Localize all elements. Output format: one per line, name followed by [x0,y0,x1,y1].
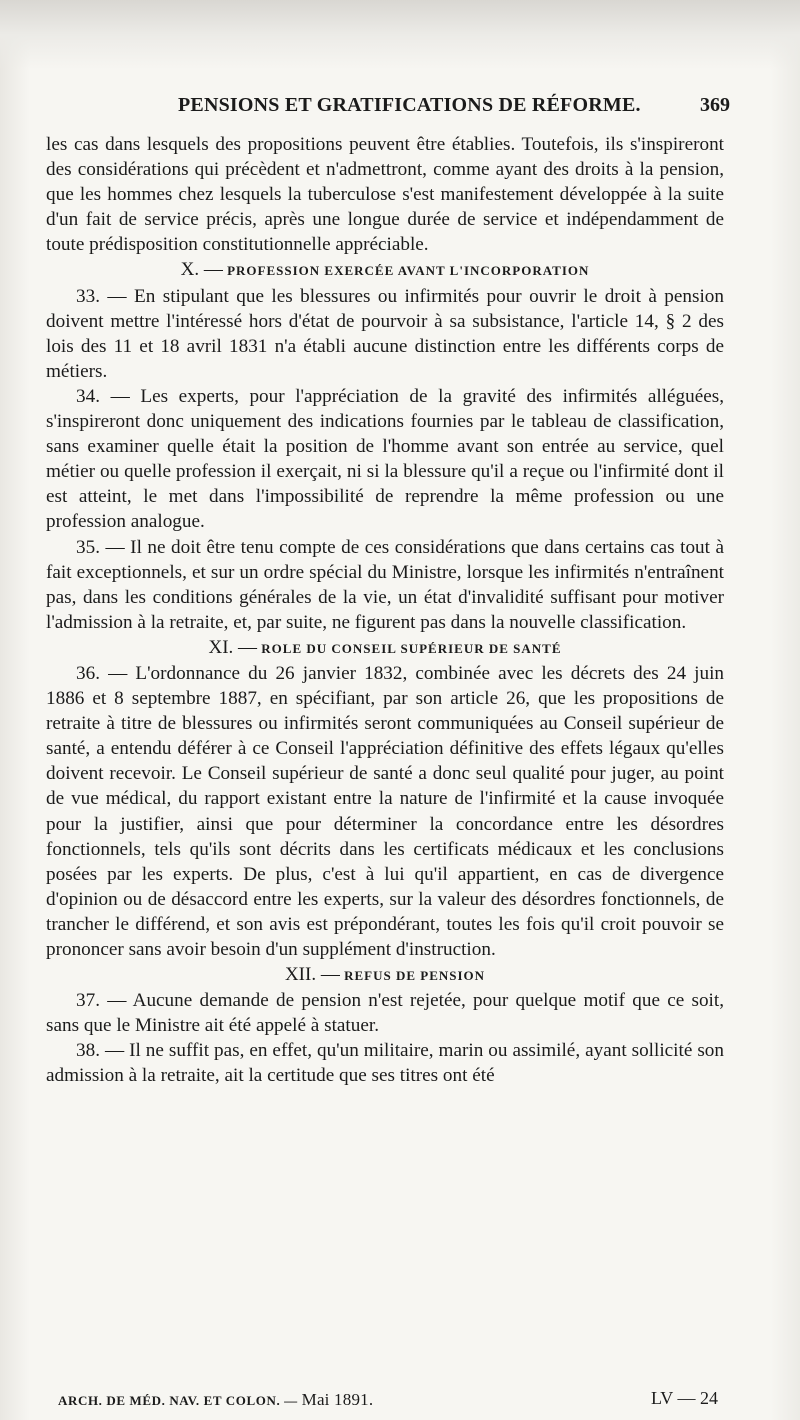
paragraph-33: 33. — En stipulant que les blessures ou infirmités pour ouvrir le droit à pension doivent mettre l'intéressé hors d'état de pourvoir à sa subsistance, l'article 14, § 2 des lois des 11 et 18 avril 1831 n'a établi aucune distinction entre les différents corps de métiers. [46,285,724,382]
section-number: XI. — [208,636,258,658]
page-number: 369 [700,94,730,116]
section-heading-x [46,257,724,283]
section-number: X. — [180,259,223,281]
section-title: ROLE DU CONSEIL SUPÉRIEUR DE SANTÉ [261,640,562,656]
paragraph-34: 34. — Les experts, pour l'appréciation de la gravité des infirmités alléguées, s'inspireront donc uniquement des indications fournies par le tableau de classification, sans examiner quelle était la position de l'homme avant son entrée au service, quel métier ou quelle profession il exerçait, ni si la blessure qu'il a reçue ou l'infirmité dont il est atteint, le met dans l'impossibilité de reprendre la même profession ou une profession analogue. [46,385,724,533]
section-heading-xii [46,962,724,988]
section-title: REFUS DE PENSION [344,968,486,984]
footer-journal [58,1390,373,1410]
paragraph-38: 38. — Il ne suffit pas, en effet, qu'un militaire, marin ou assimilé, ayant sollicité son admission à la retraite, ait la certitude que ses titres ont été [46,1040,724,1087]
page-footer [58,1390,718,1414]
page-edge-shadow [0,0,800,70]
paragraph-36: 36. — L'ordonnance du 26 janvier 1832, combinée avec les décrets des 24 juin 1886 et 8 septembre 1887, en spécifiant, par son article 26, que les propositions de retraite à titre de blessures ou infirmités seront communiquées au Conseil supérieur de santé, a entendu déférer à ce Conseil l'appréciation définitive des effets légaux qu'elles doivent recevoir. Le Conseil supérieur de santé a donc seul qualité pour juger, au point de vue médical, du rapport existant entre la nature de l'infirmité et la cause invoquée pour la justifier, ainsi que pour déterminer la concordance entre les désordres fonctionnels, tels qu'ils sont décrits dans les certificats médicaux et les conclusions posées par les experts. De plus, c'est à lui qu'il appartient, en cas de divergence d'opinion ou de désaccord entre les experts, sur la valeur des désordres fonctionnels, de trancher le différend, et son avis est prépondérant, toutes les fois qu'il croit pouvoir se prononcer sans avoir besoin d'un supplément d'instruction. [46,662,724,960]
issue-date: Mai 1891. [301,1390,374,1409]
page-title: PENSIONS ET GRATIFICATIONS DE RÉFORME. [178,94,641,116]
paragraph-35: 35. — Il ne doit être tenu compte de ces considérations que dans certains cas tout à fait exceptionnels, et sur un ordre spécial du Ministre, lorsque les infirmités n'entraînent pas, dans les conditions générales de la vie, un état d'invalidité suffisant pour motiver l'admission à la retraite, et, par suite, ne figurent pas dans la nouvelle classification. [46,536,724,633]
section-heading-xi [46,635,724,661]
section-number: XII. — [284,964,340,986]
paragraph-intro: les cas dans lesquels des propositions peuvent être établies. Toutefois, ils s'inspireront des considérations qui précèdent et n'admettront, comme ayant des droits à la pension, que les hommes chez lesquels la tuberculose s'est manifestement développée à la suite d'un fait de service précis, après une longue durée de service et indépendamment de toute prédisposition constitutionnelle appréciable. [46,134,724,256]
journal-name: ARCH. DE MÉD. NAV. ET COLON. — [58,1393,298,1408]
body-text [46,132,724,1089]
volume-signature: LV — 24 [650,1388,718,1408]
section-title: PROFESSION EXERCÉE AVANT L'INCORPORATION [227,263,590,279]
paragraph-37: 37. — Aucune demande de pension n'est rejetée, pour quelque motif que ce soit, sans que le Ministre ait été appelé à statuer. [46,990,724,1037]
running-header [170,94,730,124]
